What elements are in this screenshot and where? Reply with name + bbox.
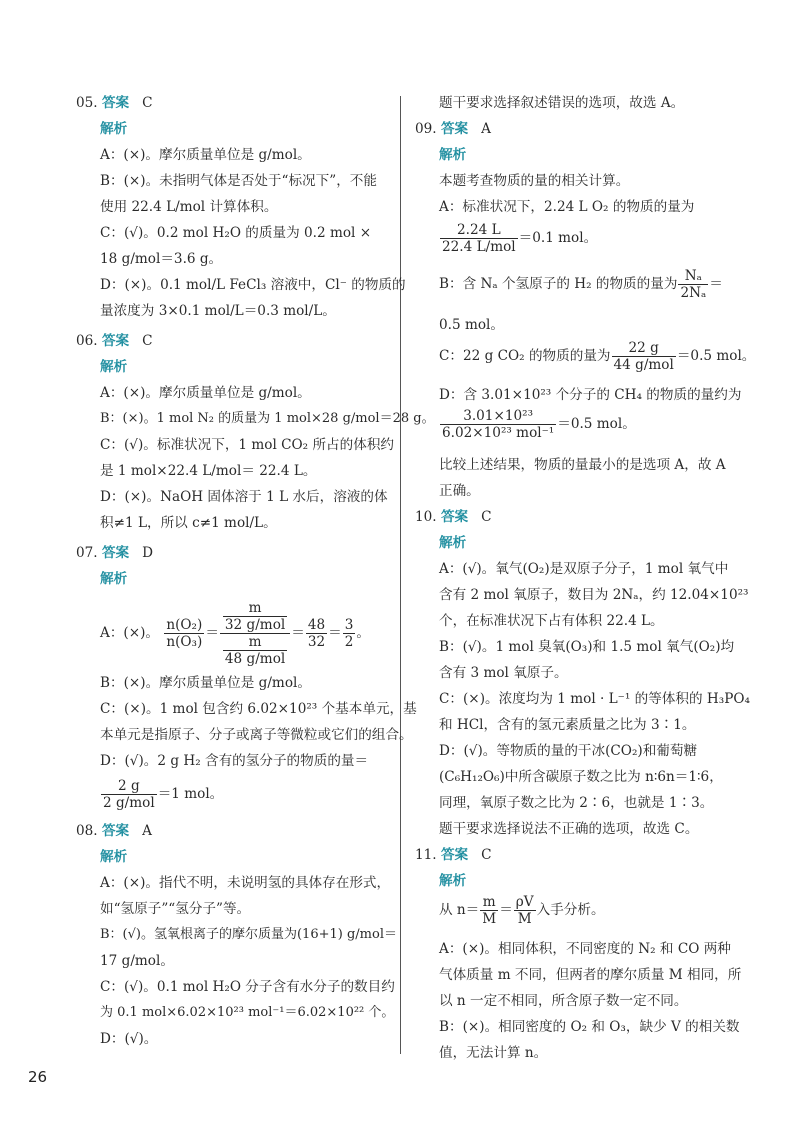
q06-d1: D：(×)。NaOH 固体溶于 1 L 水后，溶液的体 <box>100 489 388 505</box>
fraction: $\frac{22 g}{\text{44 g/mol}}$ <box>613 340 674 373</box>
q05-c1: C：(√)。0.2 mol H₂O 的质量为 0.2 mol × <box>100 225 372 241</box>
q05-analysis-label: 解析 <box>100 121 128 137</box>
q09-a1: A：标准状况下，2.24 L O₂ 的物质的量为 <box>439 199 695 215</box>
q09-b2: 0.5 mol。 <box>439 317 504 333</box>
q11-a3: 以 n 一定不相同，所含原子数一定不同。 <box>439 993 688 1009</box>
q07-header <box>76 544 396 562</box>
q09-a2: $\frac{2.24 L}{\text{22.4 L/mol}}$ ＝0.1 mol。 <box>442 222 598 255</box>
q09-intro: 本题考查物质的量的相关计算。 <box>439 173 630 189</box>
q09-s2: 正确。 <box>439 483 480 499</box>
q08-a1: A：(×)。指代不明，未说明氢的具体存在形式， <box>100 875 391 891</box>
q08-conclusion: 题干要求选择叙述错误的选项，故选 A。 <box>439 95 685 111</box>
q05-a: A：(×)。摩尔质量单位是 g/mol。 <box>100 147 311 163</box>
q06-number: 06. <box>76 333 98 349</box>
q08-c1: C：(√)。0.1 mol H₂O 分子含有水分子的数目约 <box>100 979 395 995</box>
q08-choice: A <box>142 823 152 839</box>
q10-d1: D：(√)。等物质的量的干冰(CO₂)和葡萄糖 <box>439 743 698 759</box>
q07-c2: 本单元是指原子、分子或离子等微粒或它们的组合。 <box>100 727 413 743</box>
fraction: $\frac{\text{3.01×10²³}}{\text{6.02×10²³ mol⁻¹}}$ <box>442 408 555 441</box>
q10-a1: A：(√)。氧气(O₂)是双原子分子，1 mol 氧气中 <box>439 561 729 577</box>
q09-number: 09. <box>415 121 437 137</box>
q09-analysis-label: 解析 <box>439 147 467 163</box>
fraction: $\frac{\frac{m}{\text{32 g/mol}}}{\frac{m}{\text{48 g/mol}}}$ <box>220 600 290 667</box>
q06-analysis-label: 解析 <box>100 359 128 375</box>
answer-label: 答案 <box>440 121 469 137</box>
q10-header <box>415 508 737 526</box>
q05-d2: 量浓度为 3×0.1 mol/L＝0.3 mol/L。 <box>100 303 336 319</box>
q10-b1: B：(√)。1 mol 臭氧(O₃)和 1.5 mol 氧气(O₂)均 <box>439 639 735 655</box>
q11-choice: C <box>481 847 492 863</box>
q10-d3: 同理，氧原子数之比为 2∶6，也就是 1∶3。 <box>439 795 714 811</box>
q06-a: A：(×)。摩尔质量单位是 g/mol。 <box>100 385 311 401</box>
q10-analysis-label: 解析 <box>439 535 467 551</box>
answer-label: 答案 <box>101 545 130 561</box>
q08-c2: 为 0.1 mol×6.02×10²³ mol⁻¹＝6.02×10²² 个。 <box>100 1005 395 1020</box>
q06-b: B：(×)。1 mol N₂ 的质量为 1 mol×28 g/mol＝28 g。 <box>100 411 435 426</box>
q11-analysis-label: 解析 <box>439 873 467 889</box>
q10-choice: C <box>481 509 492 525</box>
q08-analysis-label: 解析 <box>100 849 128 865</box>
q07-d1: D：(√)。2 g H₂ 含有的氢分子的物质的量＝ <box>100 753 369 769</box>
column-divider <box>400 96 401 1054</box>
answer-label: 答案 <box>101 95 130 111</box>
q07-b: B：(×)。摩尔质量单位是 g/mol。 <box>100 675 311 691</box>
fraction: $\frac{3}{2}$ <box>344 617 354 650</box>
q06-c1: C：(√)。标准状况下，1 mol CO₂ 所占的体积约 <box>100 437 395 453</box>
fraction: $\frac{2.24 L}{\text{22.4 L/mol}}$ <box>442 222 516 255</box>
q08-header <box>76 822 396 840</box>
q06-choice: C <box>142 333 153 349</box>
answer-label: 答案 <box>101 823 130 839</box>
q11-a2: 气体质量 m 不同，但两者的摩尔质量 M 相同，所 <box>439 967 742 983</box>
fraction: $\frac{2 g}{\text{2 g/mol}}$ <box>103 778 155 811</box>
q08-a2: 如“氢原子”“氢分子”等。 <box>100 901 251 917</box>
q05-c2: 18 g/mol＝3.6 g。 <box>100 251 223 267</box>
q07-choice: D <box>142 545 154 561</box>
q05-header <box>76 94 396 112</box>
q09-s1: 比较上述结果，物质的量最小的是选项 A，故 A <box>439 457 726 473</box>
q05-d1: D：(×)。0.1 mol/L FeCl₃ 溶液中，Cl⁻ 的物质的 <box>100 277 406 293</box>
page-number: 26 <box>28 1068 48 1086</box>
q05-b2: 使用 22.4 L/mol 计算体积。 <box>100 199 278 215</box>
q10-a2: 含有 2 mol 氧原子，数目为 2Nₐ，约 12.04×10²³ <box>439 587 749 603</box>
q10-c1: C：(×)。浓度均为 1 mol · L⁻¹ 的等体积的 H₃PO₄ <box>439 691 750 707</box>
q09-c: C：22 g CO₂ 的物质的量为 $\frac{22 g}{\text{44 g/mol}}$ ＝0.5 mol。 <box>439 340 756 373</box>
q07-c1: C：(×)。1 mol 包含约 6.02×10²³ 个基本单元，基 <box>100 701 417 717</box>
q05-choice: C <box>142 95 153 111</box>
q07-a-formula: A：(×)。 $\frac{\text{n(O₂)}}{\text{n(O₃)}}$ ＝ $\frac{\frac{m}{\text{32 g/mol}}}{\frac{m}{\text{48 g/mol}}}$ ＝ $\frac{48}{32}$ ＝ $\frac{3}{2}$ 。 <box>100 600 370 667</box>
fraction: $\frac{\text{Nₐ}}{\text{2Nₐ}}$ <box>680 268 707 301</box>
q08-b1: B：(√)。氢氧根离子的摩尔质量为(16+1) g/mol＝ <box>100 927 397 942</box>
q10-s: 题干要求选择说法不正确的选项，故选 C。 <box>439 821 699 837</box>
answer-label: 答案 <box>101 333 130 349</box>
fraction: $\frac{\rho V}{M}$ <box>515 894 534 927</box>
fraction: $\frac{m}{M}$ <box>482 894 497 927</box>
q11-header <box>415 846 737 864</box>
q05-b1: B：(×)。未指明气体是否处于“标况下”，不能 <box>100 173 377 189</box>
q09-choice: A <box>481 121 491 137</box>
q11-b1: B：(×)。相同密度的 O₂ 和 O₃，缺少 V 的相关数 <box>439 1019 740 1035</box>
fraction: $\frac{\text{n(O₂)}}{\text{n(O₃)}}$ <box>166 617 203 650</box>
answer-label: 答案 <box>440 847 469 863</box>
q08-number: 08. <box>76 823 98 839</box>
q11-b2: 值，无法计算 n。 <box>439 1045 548 1061</box>
q10-d2: (C₆H₁₂O₆)中所含碳原子数之比为 n∶6n＝1∶6， <box>439 769 723 785</box>
q09-b1: B：含 Nₐ 个氢原子的 H₂ 的物质的量为 $\frac{\text{Nₐ}}{\text{2Nₐ}}$ ＝ <box>439 268 723 301</box>
q11-a1: A：(×)。相同体积，不同密度的 N₂ 和 CO 两种 <box>439 941 731 957</box>
q06-c2: 是 1 mol×22.4 L/mol＝ 22.4 L。 <box>100 463 317 479</box>
q10-c2: 和 HCl，含有的氢元素质量之比为 3∶1。 <box>439 717 696 733</box>
q10-b2: 含有 3 mol 氧原子。 <box>439 665 568 681</box>
q10-a3: 个，在标准状况下占有体积 22.4 L。 <box>439 613 664 629</box>
q11-number: 11. <box>415 847 437 863</box>
fraction: $\frac{48}{32}$ <box>307 617 326 650</box>
q07-d2: $\frac{2 g}{\text{2 g/mol}}$ ＝1 mol。 <box>103 778 224 811</box>
q06-header <box>76 332 396 350</box>
q08-d: D：(√)。 <box>100 1031 158 1047</box>
q07-number: 07. <box>76 545 98 561</box>
q09-header <box>415 120 737 138</box>
q07-analysis-label: 解析 <box>100 571 128 587</box>
q11-formula: 从 n＝ $\frac{m}{M}$ ＝ $\frac{\rho V}{M}$ 入手分析。 <box>439 894 605 927</box>
q06-d2: 积≠1 L，所以 c≠1 mol/L。 <box>100 515 277 531</box>
answer-label: 答案 <box>440 509 469 525</box>
q10-number: 10. <box>415 509 437 525</box>
q05-number: 05. <box>76 95 98 111</box>
q09-d2: $\frac{\text{3.01×10²³}}{\text{6.02×10²³ mol⁻¹}}$ ＝0.5 mol。 <box>442 408 636 441</box>
q09-d1: D：含 3.01×10²³ 个分子的 CH₄ 的物质的量约为 <box>439 387 742 403</box>
q08-b2: 17 g/mol。 <box>100 953 174 969</box>
